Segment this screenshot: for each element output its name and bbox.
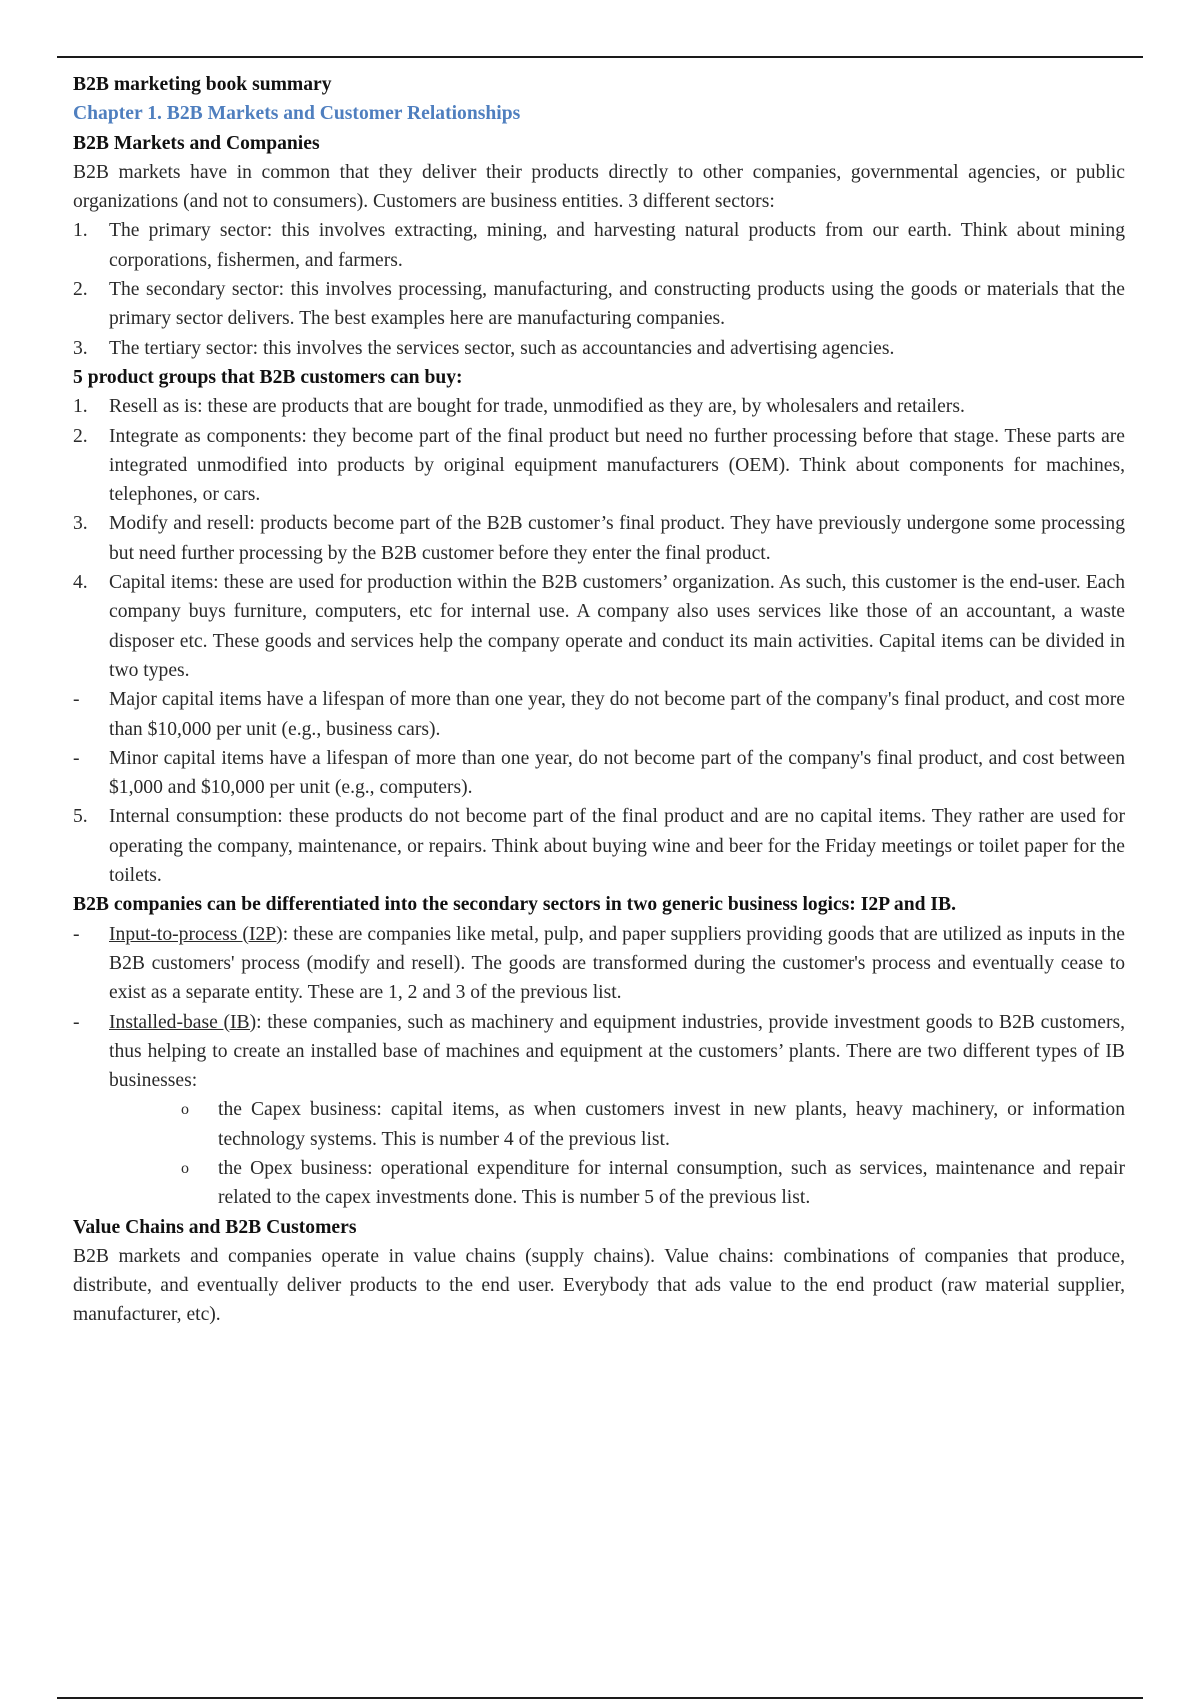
ib-sublist	[73, 1095, 1125, 1212]
list-item-text: Major capital items have a lifespan of more than one year, they do not become part of the company's final product, and cost more than $10,000 per unit (e.g., business cars).	[109, 689, 1125, 740]
list-item-text: Modify and resell: products become part of the B2B customer’s final product. They have previously undergone some processing but need further processing by the B2B customer before they enter the final product.	[109, 513, 1125, 564]
list-item	[73, 685, 1125, 744]
list-item	[73, 422, 1125, 510]
list-item-ib	[73, 1008, 1125, 1096]
list-item	[73, 216, 1125, 275]
document-title: B2B marketing book summary	[73, 74, 332, 95]
sublist-item	[73, 1095, 1125, 1154]
list-marker: 3.	[73, 337, 88, 359]
list-item-text: Integrate as components: they become part of the final product but need no further processing before that stage. These parts are integrated unmodified into products by original equipment manufacturers (OEM). Think about components for machines, telephones, or cars.	[109, 425, 1125, 506]
sublist-item-text: the Opex business: operational expenditure for internal consumption, such as services, maintenance and repair related to the capex investments done. This is number 5 of the previous list.	[218, 1157, 1125, 1209]
list-marker: 1.	[73, 396, 88, 418]
product-group-list	[73, 392, 1125, 890]
section-heading-business-logics: B2B companies can be differentiated into the secondary sectors in two generic business logics: I2P and IB.	[73, 894, 956, 916]
list-item	[73, 392, 1125, 421]
list-marker: -	[73, 689, 80, 711]
business-logic-list	[73, 920, 1125, 1096]
value-chains-body: B2B markets and companies operate in value chains (supply chains). Value chains: combinations of companies that produce, distribute, and eventually deliver products to the end user. Everybody that ads value to the end product (raw material supplier, manufacturer, etc).	[73, 1245, 1125, 1326]
term-i2p: Input-to-process (I2P)	[109, 923, 283, 945]
list-item-text: The tertiary sector: this involves the services sector, such as accountancies and advertising agencies.	[109, 337, 895, 359]
list-marker: -	[73, 1011, 80, 1033]
list-item-text: Internal consumption: these products do not become part of the final product and are no capital items. They rather are used for operating the company, maintenance, or repairs. Think about buying wine and beer for the Friday meetings or toilet paper for the toilets.	[109, 806, 1125, 887]
list-item	[73, 509, 1125, 568]
section-heading-markets: B2B Markets and Companies	[73, 132, 320, 154]
term-ib: Installed-base (IB)	[109, 1011, 257, 1033]
list-marker: 4.	[73, 572, 88, 594]
list-marker: 5.	[73, 806, 88, 828]
list-item-text: The primary sector: this involves extracting, mining, and harvesting natural products from our earth. Think about mining corporations, fishermen, and farmers.	[109, 220, 1125, 271]
list-item-text: Capital items: these are used for production within the B2B customers’ organization. As such, this customer is the end-user. Each company buys furniture, computers, etc for internal use. A company also uses services like those of an accountant, a waste disposer etc. These goods and services help the company operate and conduct its main activities. Capital items can be divided in two types.	[109, 572, 1125, 681]
circle-bullet-icon: o	[181, 1101, 189, 1119]
list-item-text: The secondary sector: this involves processing, manufacturing, and constructing products using the goods or materials that the primary sector delivers. The best examples here are manufacturing companies.	[109, 279, 1125, 330]
list-marker: 2.	[73, 279, 88, 301]
list-marker: 2.	[73, 425, 88, 447]
sector-list	[73, 216, 1125, 362]
list-item	[73, 568, 1125, 685]
section-heading-product-groups: 5 product groups that B2B customers can buy:	[73, 366, 463, 388]
list-item	[73, 334, 1125, 363]
list-item	[73, 744, 1125, 803]
list-item-text: Minor capital items have a lifespan of more than one year, do not become part of the company's final product, and cost between $1,000 and $10,000 per unit (e.g., computers).	[109, 747, 1125, 799]
sublist-item	[73, 1154, 1125, 1213]
list-item	[73, 275, 1125, 334]
bottom-rule	[57, 1697, 1143, 1699]
list-marker: -	[73, 747, 80, 769]
list-item	[73, 802, 1125, 890]
list-item-text: : these companies, such as machinery and equipment industries, provide investment goods to B2B customers, thus helping to create an installed base of machines and equipment at the customers’ plants. There are two different types of IB businesses:	[109, 1011, 1125, 1092]
section-heading-value-chains: Value Chains and B2B Customers	[73, 1216, 357, 1238]
list-item-text: : these are companies like metal, pulp, and paper suppliers providing goods that are utilized as inputs in the B2B customers' process (modify and resell). The goods are transformed during the customer's process and eventually cease to exist as a separate entity. These are 1, 2 and 3 of the previous list.	[109, 923, 1125, 1004]
chapter-title: Chapter 1. B2B Markets and Customer Relationships	[73, 103, 521, 125]
section-intro: B2B markets have in common that they deliver their products directly to other companies, governmental agencies, or public organizations (and not to consumers). Customers are business entities. 3 different sectors:	[73, 161, 1125, 213]
document-page	[73, 70, 1125, 1330]
list-marker: -	[73, 923, 80, 945]
sublist-item-text: the Capex business: capital items, as when customers invest in new plants, heavy machinery, or information technology systems. This is number 4 of the previous list.	[218, 1099, 1125, 1150]
list-marker: 1.	[73, 220, 88, 242]
list-item-text: Resell as is: these are products that are bought for trade, unmodified as they are, by wholesalers and retailers.	[109, 396, 965, 418]
top-rule	[57, 56, 1143, 58]
list-marker: 3.	[73, 513, 88, 535]
list-item-i2p	[73, 920, 1125, 1008]
circle-bullet-icon: o	[181, 1159, 189, 1177]
